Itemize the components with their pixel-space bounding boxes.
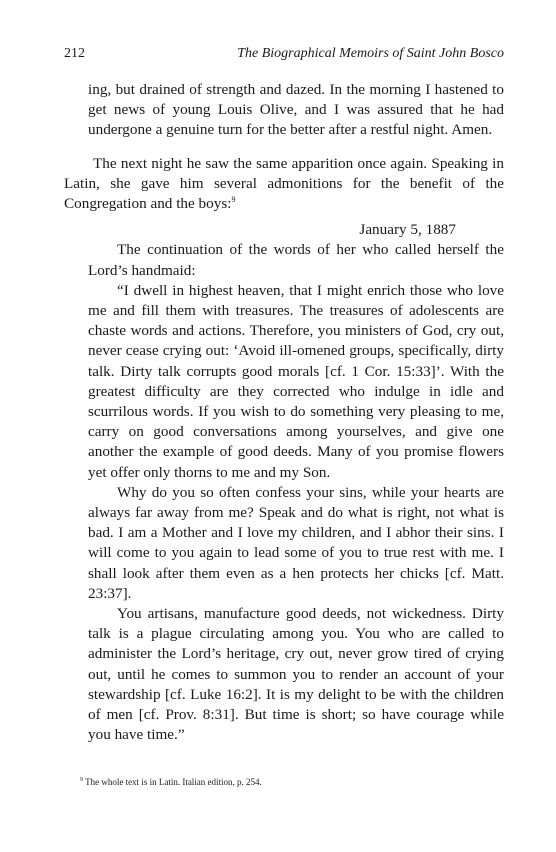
footnote-mark: 9: [80, 777, 83, 783]
letter-paragraph-2: “I dwell in highest heaven, that I might enrich those who love me and fill them with treasures. The treasures of adolescents are chaste words and actions. Therefore, you ministers of God, cry out, never cease crying out: ‘Avoid ill-omened groups, specifically, dirty talk. Dirty talk corrupts good morals [cf. 1 Cor. 15:33]’. With the greatest difficulty are they corrected who indulge in idle and scurrilous words. If you wish to do something very pleasing to me, carry on good conversations among yourselves, and give one another the example of good deeds. Many of you promise flowers yet offer only thorns to me and my Son.: [88, 281, 504, 481]
letter-block: [64, 220, 504, 745]
page-number: 212: [64, 46, 85, 61]
page-header: [64, 46, 504, 66]
letter-paragraph-3: Why do you so often confess your sins, while your hearts are always far away from me? Speak and do what is right, not what is bad. I am a Mother and I love my children, and I abhor their sins. I will come to you again to lead some of you to true rest with me. I shall look after them even as a hen protects her chicks [cf. Matt. 23:37].: [88, 483, 504, 602]
page-body: [64, 80, 504, 746]
letter-paragraph-4: You artisans, manufacture good deeds, not wickedness. Dirty talk is a plague circulating among you. You who are called to administer the Lord’s heritage, cry out, never grow tired of crying out, until he comes to summon you to render an account of your stewardship [cf. Luke 16:2]. It is my delight to be with the children of men [cf. Prov. 8:31]. But time is short; so have courage while you have time.”: [88, 605, 504, 744]
narration-paragraph: [64, 154, 504, 215]
footnote: [80, 776, 500, 788]
footnote-reference: 9: [231, 194, 236, 204]
narration-text: The next night he saw the same apparition once again. Speaking in Latin, she gave him several admonitions for the benefit of the Congregation and the boys:: [64, 154, 504, 213]
footnote-text: The whole text is in Latin. Italian edition, p. 254.: [83, 777, 262, 787]
running-title: The Biographical Memoirs of Saint John Bosco: [237, 46, 504, 61]
continued-quote-paragraph: ing, but drained of strength and dazed. In the morning I hastened to get news of young Louis Olive, and I was assured that he had undergone a genuine turn for the better after a restful night. Amen.: [88, 81, 504, 139]
letter-paragraph-1: The continuation of the words of her who called herself the Lord’s handmaid:: [88, 241, 504, 279]
letter-date: January 5, 1887: [359, 221, 456, 239]
